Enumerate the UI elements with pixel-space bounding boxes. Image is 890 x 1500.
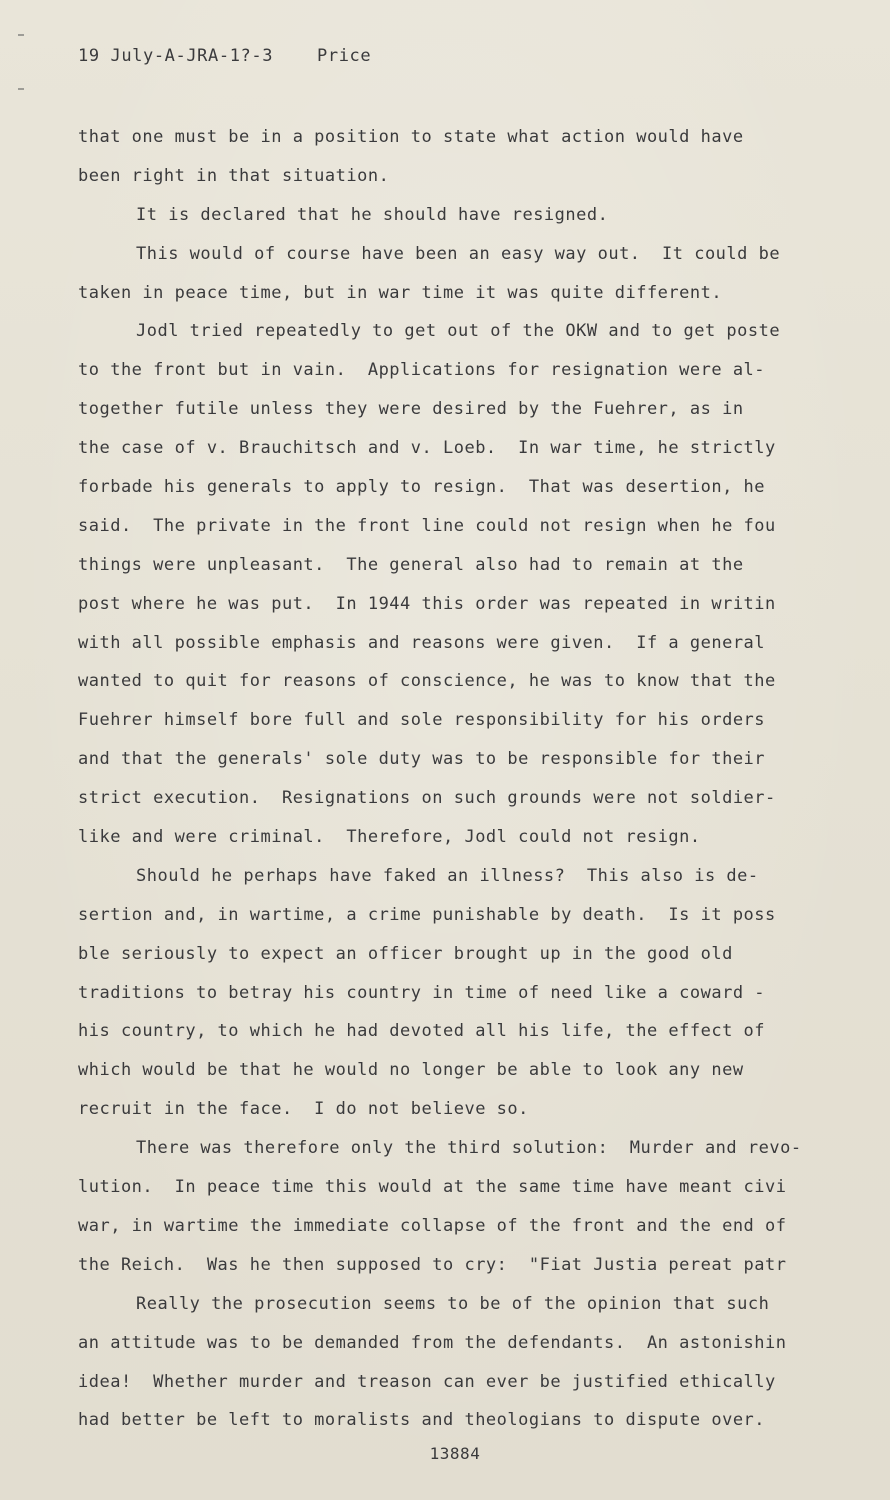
text-line: recruit in the face. I do not believe so. [78,1099,529,1120]
text-line: There was therefore only the third solution: Murder and revo- [136,1138,802,1159]
text-line: together futile unless they were desired by the Fuehrer, as in [78,399,744,420]
text-line: post where he was put. In 1944 this order was repeated in writin [78,593,776,614]
text-line: Should he perhaps have faked an illness? This also is de- [136,865,759,886]
text-line: his country, to which he had devoted all his life, the effect of [78,1021,766,1042]
text-line: This would of course have been an easy way out. It could be [136,243,781,264]
text-line: sertion and, in wartime, a crime punishable by death. Is it poss [78,904,776,925]
text-line: ble seriously to expect an officer brought up in the good old [78,943,733,964]
text-line: forbade his generals to apply to resign. That was desertion, he [78,477,766,498]
text-line: wanted to quit for reasons of conscience, he was to know that the [78,671,776,692]
text-line: Fuehrer himself bore full and sole responsibility for his orders [78,710,766,731]
text-line: It is declared that he should have resigned. [136,204,609,225]
header-name: Price [317,46,372,66]
text-line: traditions to betray his country in time of need like a coward - [78,982,766,1003]
page-header [78,46,371,66]
text-line: and that the generals' sole duty was to be responsible for their [78,749,766,770]
text-line: been right in that situation. [78,165,390,186]
text-line: said. The private in the front line could not resign when he fou [78,515,776,536]
text-line: the case of v. Brauchitsch and v. Loeb. In war time, he strictly [78,438,776,459]
text-line: lution. In peace time this would at the same time have meant civi [78,1177,787,1198]
text-line: to the front but in vain. Applications for resignation were al- [78,360,766,381]
text-line: had better be left to moralists and theologians to dispute over. [78,1410,766,1431]
margin-mark [18,88,24,90]
text-line: that one must be in a position to state what action would have [78,127,744,147]
header-reference: 19 July-A-JRA-1?-3 [78,46,274,66]
text-line: idea! Whether murder and treason can ever be justified ethically [78,1371,776,1392]
page-footer [0,1444,890,1463]
text-line: the Reich. Was he then supposed to cry: "Fiat Justia pereat patr [78,1254,787,1275]
text-line: with all possible emphasis and reasons were given. If a general [78,632,766,653]
text-line: Really the prosecution seems to be of the opinion that such [136,1293,770,1314]
text-line: like and were criminal. Therefore, Jodl could not resign. [78,827,701,848]
text-line: war, in wartime the immediate collapse of the front and the end of [78,1215,787,1236]
body-text [78,118,890,1440]
text-line: which would be that he would no longer be able to look any new [78,1060,744,1081]
page-number: 13884 [429,1444,481,1463]
text-line: strict execution. Resignations on such grounds were not soldier- [78,788,776,809]
text-line: taken in peace time, but in war time it was quite different. [78,282,723,303]
margin-mark [18,34,24,36]
text-line: things were unpleasant. The general also had to remain at the [78,554,744,575]
text-line: an attitude was to be demanded from the defendants. An astonishin [78,1332,787,1353]
text-line: Jodl tried repeatedly to get out of the OKW and to get poste [136,321,781,342]
